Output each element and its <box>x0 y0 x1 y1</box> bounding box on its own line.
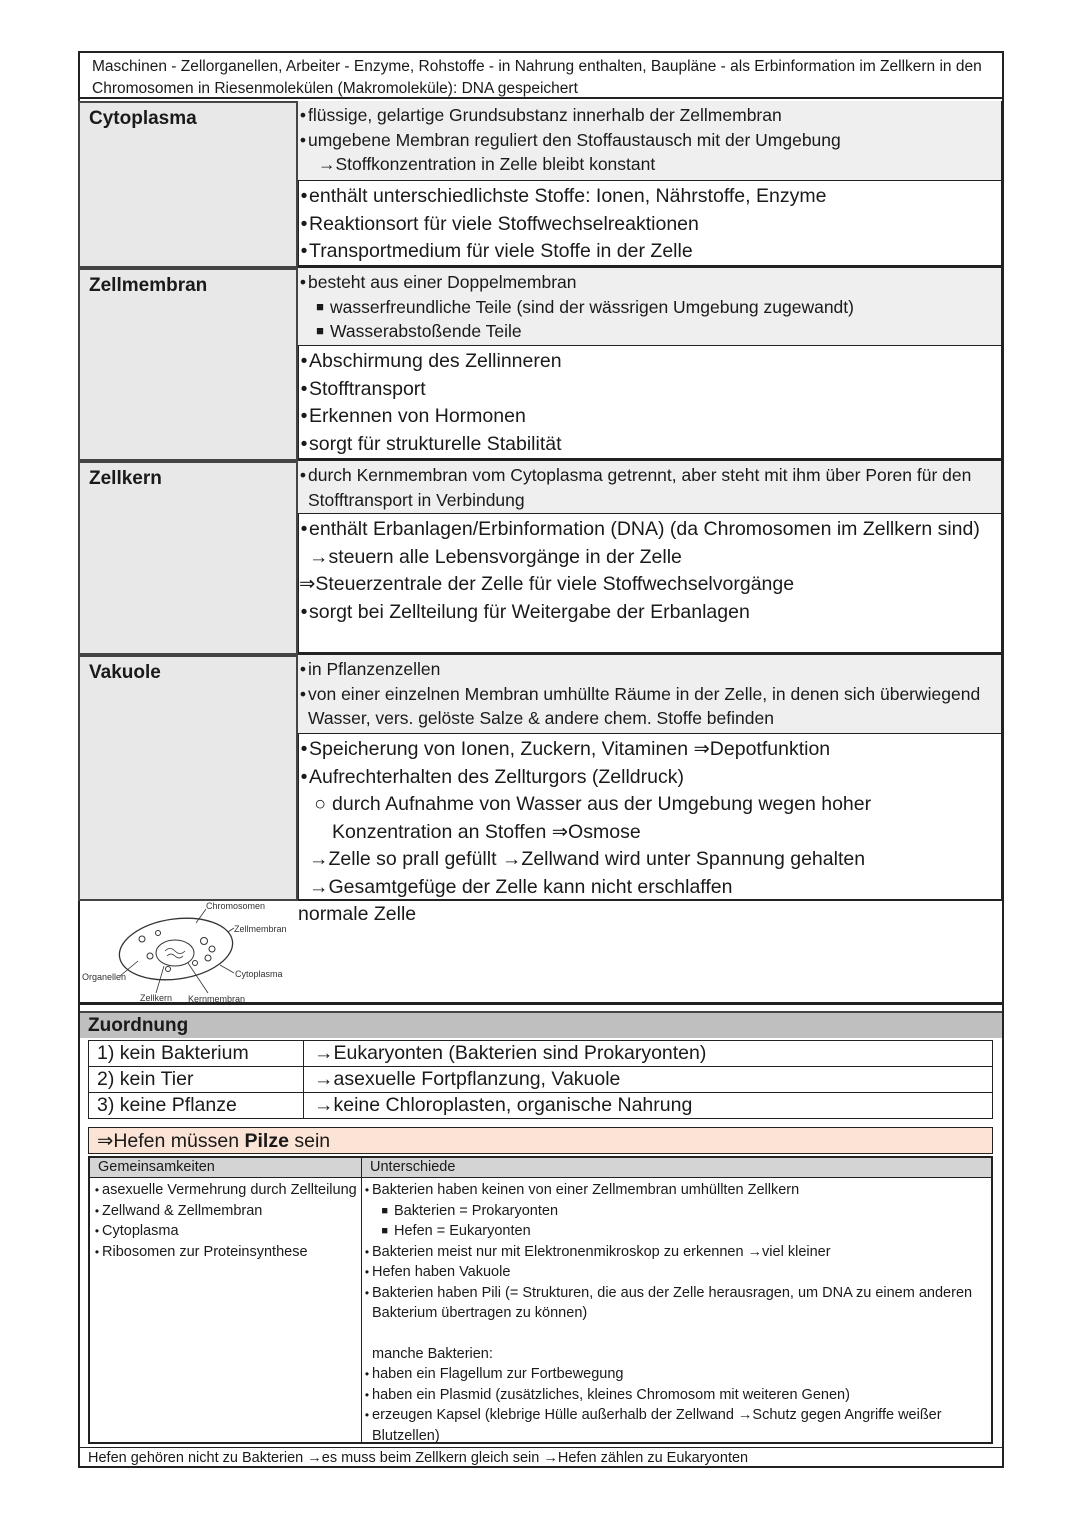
table-cell: 2) kein Tier <box>89 1067 304 1093</box>
list-item: Bakterien meist nur mit Elektronenmikroskop zu erkennen →viel kleiner <box>372 1243 831 1260</box>
section-title: Vakuole <box>78 655 298 901</box>
function-block: • enthält unterschiedlichste Stoffe: Ionen, Nährstoffe, Enzyme • Reaktionsort für viele Stoffwechselreaktionen • Transportmedium für viele Stoffe in der Zelle <box>298 180 1001 265</box>
list-item: →steuern alle Lebensvorgänge in der Zelle <box>309 545 682 568</box>
label-cytoplasma: Cytoplasma <box>235 969 283 979</box>
list-item: besteht aus einer Doppelmembran <box>308 272 577 292</box>
list-item: enthält Erbanlagen/Erbinformation (DNA) (da Chromosomen im Zellkern sind) <box>309 518 980 540</box>
list-item: Cytoplasma <box>102 1223 179 1239</box>
list-item: →Zelle so prall gefüllt →Zellwand wird unter Spannung gehalten <box>309 848 866 870</box>
list-item: ⇒Steuerzentrale der Zelle für viele Stoffwechselvorgänge <box>299 573 795 595</box>
list-item: in Pflanzenzellen <box>308 659 441 679</box>
list-item: →Stoffkonzentration in Zelle bleibt konstant <box>318 154 656 174</box>
conclusion-post: sein <box>288 1130 331 1152</box>
footer-note: Hefen gehören nicht zu Bakterien →es muss beim Zellkern gleich sein →Hefen zählen zu Eukaryonten <box>80 1447 1002 1466</box>
gemeinsamkeiten-list: • asexuelle Vermehrung durch Zellteilung • Zellwand & Zellmembran • Cytoplasma • Ribosomen zur Proteinsynthese <box>90 1178 362 1442</box>
section-zellmembran <box>78 268 1004 461</box>
list-item: durch Aufnahme von Wasser aus der Umgebung wegen hoher Konzentration an Stoffen ⇒Osmose <box>332 793 872 843</box>
description-block: • durch Kernmembran vom Cytoplasma getrennt, aber steht mit ihm über Poren für den Stofftransport in Verbindung <box>298 461 1001 513</box>
table-row <box>89 1093 993 1119</box>
section-title: Zellkern <box>78 461 298 655</box>
section-content <box>298 268 1004 461</box>
list-item: haben ein Plasmid (zusätzliches, kleines Chromosom mit weiteren Genen) <box>372 1386 850 1403</box>
column-header-gemeinsamkeiten: Gemeinsamkeiten <box>90 1158 362 1178</box>
table-cell: →keine Chloroplasten, organische Nahrung <box>304 1093 993 1119</box>
list-item: Bakterien haben keinen von einer Zellmembran umhüllten Zellkern <box>372 1182 800 1198</box>
section-content <box>298 461 1004 655</box>
list-item: Transportmedium für viele Stoffe in der Zelle <box>309 240 693 262</box>
description-block: • in Pflanzenzellen • von einer einzelnen Membran umhüllte Räume in der Zelle, in denen sich überwiegend Wasser, vers. gelöste Salze & andere chem. Stoffe befinden <box>298 655 1001 733</box>
list-item: von einer einzelnen Membran umhüllte Räume in der Zelle, in denen sich überwiegend Wasser, vers. gelöste Salze & andere chem. Stoffe befinden <box>308 683 981 728</box>
label-chromosomen: Chromosomen <box>206 901 266 911</box>
table-cell: 1) kein Bakterium <box>89 1041 304 1067</box>
list-item: flüssige, gelartige Grundsubstanz innerhalb der Zellmembran <box>308 105 782 125</box>
intro-text: Maschinen - Zellorganellen, Arbeiter - Enzyme, Rohstoffe - in Nahrung enthalten, Baupläne - als Erbinformation im Zellkern in den Chromosomen in Riesenmolekülen (Makromoleküle): DNA gespeichert <box>80 53 1002 99</box>
column-header-unterschiede: Unterschiede <box>362 1158 991 1178</box>
section-cytoplasma <box>78 101 1004 268</box>
section-vakuole <box>78 655 1004 901</box>
table-row <box>89 1067 993 1093</box>
table-cell: →asexuelle Fortpflanzung, Vakuole <box>304 1067 993 1093</box>
description-block: • besteht aus einer Doppelmembran ■ wasserfreundliche Teile (sind der wässrigen Umgebung zugewandt) ■ Wasserabstoßende Teile <box>298 268 1001 345</box>
table-cell: 3) keine Pflanze <box>89 1093 304 1119</box>
conclusion-bold: Pilze <box>244 1130 289 1152</box>
unterschiede-list: • Bakterien haben keinen von einer Zellmembran umhüllten Zellkern ■ Bakterien = Prokaryonten ■ Hefen = Eukaryonten • Bakterien meist nur mit Elektronenmikroskop zu erkennen →viel kleiner • Hefen haben Vakuole • Bakterien haben Pili (= Strukturen, die aus der Zelle herausragen, um DNA zu einem anderen Bakterium übertragen zu können) manche Bakterien: • haben ein Flagellum zur Fortbewegung • haben ein Plasmid (zusätzliches, kleines Chromosom mit weiteren Genen) • erzeugen Kapsel (klebrige Hülle außerhalb der Zellwand →Schutz gegen Angriffe weißer Blutzellen) <box>362 1178 991 1442</box>
zuordnung-table <box>88 1040 993 1119</box>
zuordnung-heading: Zuordnung <box>80 1011 1002 1038</box>
label-zellkern: Zellkern <box>140 993 173 1003</box>
list-item: enthält unterschiedlichste Stoffe: Ionen, Nährstoffe, Enzyme <box>309 185 827 207</box>
function-block: • enthält Erbanlagen/Erbinformation (DNA) (da Chromosomen im Zellkern sind) →steuern alle Lebensvorgänge in der Zelle ⇒Steuerzentrale der Zelle für viele Stoffwechselvorgänge • sorgt bei Zellteilung für Weitergabe der Erbanlagen <box>298 513 1001 652</box>
list-item: haben ein Flagellum zur Fortbewegung <box>372 1366 624 1382</box>
list-item: Wasserabstoßende Teile <box>330 321 522 341</box>
function-block: • Abschirmung des Zellinneren • Stofftransport • Erkennen von Hormonen • sorgt für strukturelle Stabilität <box>298 345 1001 458</box>
list-item: Reaktionsort für viele Stoffwechselreaktionen <box>309 212 699 235</box>
section-zellkern <box>78 461 1004 655</box>
list-item: umgebene Membran reguliert den Stoffaustausch mit der Umgebung <box>308 129 841 150</box>
list-item: sorgt bei Zellteilung für Weitergabe der Erbanlagen <box>309 600 750 623</box>
list-item: Zellwand & Zellmembran <box>102 1202 263 1219</box>
section-content <box>298 101 1004 268</box>
list-item: asexuelle Vermehrung durch Zellteilung <box>102 1182 357 1198</box>
description-block: • flüssige, gelartige Grundsubstanz innerhalb der Zellmembran • umgebene Membran reguliert den Stoffaustausch mit der Umgebung →Stoffkonzentration in Zelle bleibt konstant <box>298 101 1001 180</box>
list-item: →Gesamtgefüge der Zelle kann nicht erschlaffen <box>309 875 733 898</box>
list-item: Bakterien = Prokaryonten <box>394 1202 559 1219</box>
cell-sketch <box>80 901 295 1005</box>
label-organellen: Organellen <box>82 972 127 982</box>
cell-diagram <box>80 901 1002 1005</box>
table-cell: →Eukaryonten (Bakterien sind Prokaryonten) <box>304 1041 993 1067</box>
list-item: Ribosomen zur Proteinsynthese <box>102 1243 308 1260</box>
list-item: Speicherung von Ionen, Zuckern, Vitaminen ⇒Depotfunktion <box>309 738 831 760</box>
conclusion <box>88 1127 993 1154</box>
table-row <box>89 1041 993 1067</box>
list-item: Abschirmung des Zellinneren <box>309 350 562 372</box>
conclusion-pre: ⇒Hefen müssen <box>97 1130 245 1152</box>
list-item: durch Kernmembran vom Cytoplasma getrennt, aber steht mit ihm über Poren für den Stofftransport in Verbindung <box>308 465 972 510</box>
section-title: Zellmembran <box>78 268 298 461</box>
section-content <box>298 655 1004 901</box>
section-title: Cytoplasma <box>78 101 298 268</box>
list-subheading: manche Bakterien: <box>372 1345 493 1362</box>
label-kernmembran: Kernmembran <box>188 994 246 1004</box>
list-item: Hefen = Eukaryonten <box>394 1223 531 1239</box>
list-item: erzeugen Kapsel (klebrige Hülle außerhalb der Zellwand →Schutz gegen Angriffe weißer Blutzellen) <box>372 1407 942 1444</box>
list-item: Aufrechterhalten des Zellturgors (Zelldruck) <box>309 765 684 788</box>
diagram-caption: normale Zelle <box>298 903 417 925</box>
label-zellmembran: Zellmembran <box>234 924 287 934</box>
list-item: Erkennen von Hormonen <box>309 405 526 427</box>
list-item: sorgt für strukturelle Stabilität <box>309 432 562 455</box>
function-block: • Speicherung von Ionen, Zuckern, Vitaminen ⇒Depotfunktion • Aufrechterhalten des Zellturgors (Zelldruck) ○ durch Aufnahme von Wasser aus der Umgebung wegen hoher Konzentration an Stoffen ⇒Osmose →Zelle so prall gefüllt →Zellwand wird unter Spannung gehalten →Gesamtgefüge der Zelle kann nicht erschlaffen <box>298 733 1001 899</box>
list-item: Bakterien haben Pili (= Strukturen, die aus der Zelle herausragen, um DNA zu einem anderen Bakterium übertragen zu können) <box>372 1284 973 1321</box>
comparison-table <box>88 1156 993 1444</box>
list-item: Hefen haben Vakuole <box>372 1264 511 1280</box>
list-item: wasserfreundliche Teile (sind der wässrigen Umgebung zugewandt) <box>330 296 854 317</box>
list-item: Stofftransport <box>309 377 426 400</box>
